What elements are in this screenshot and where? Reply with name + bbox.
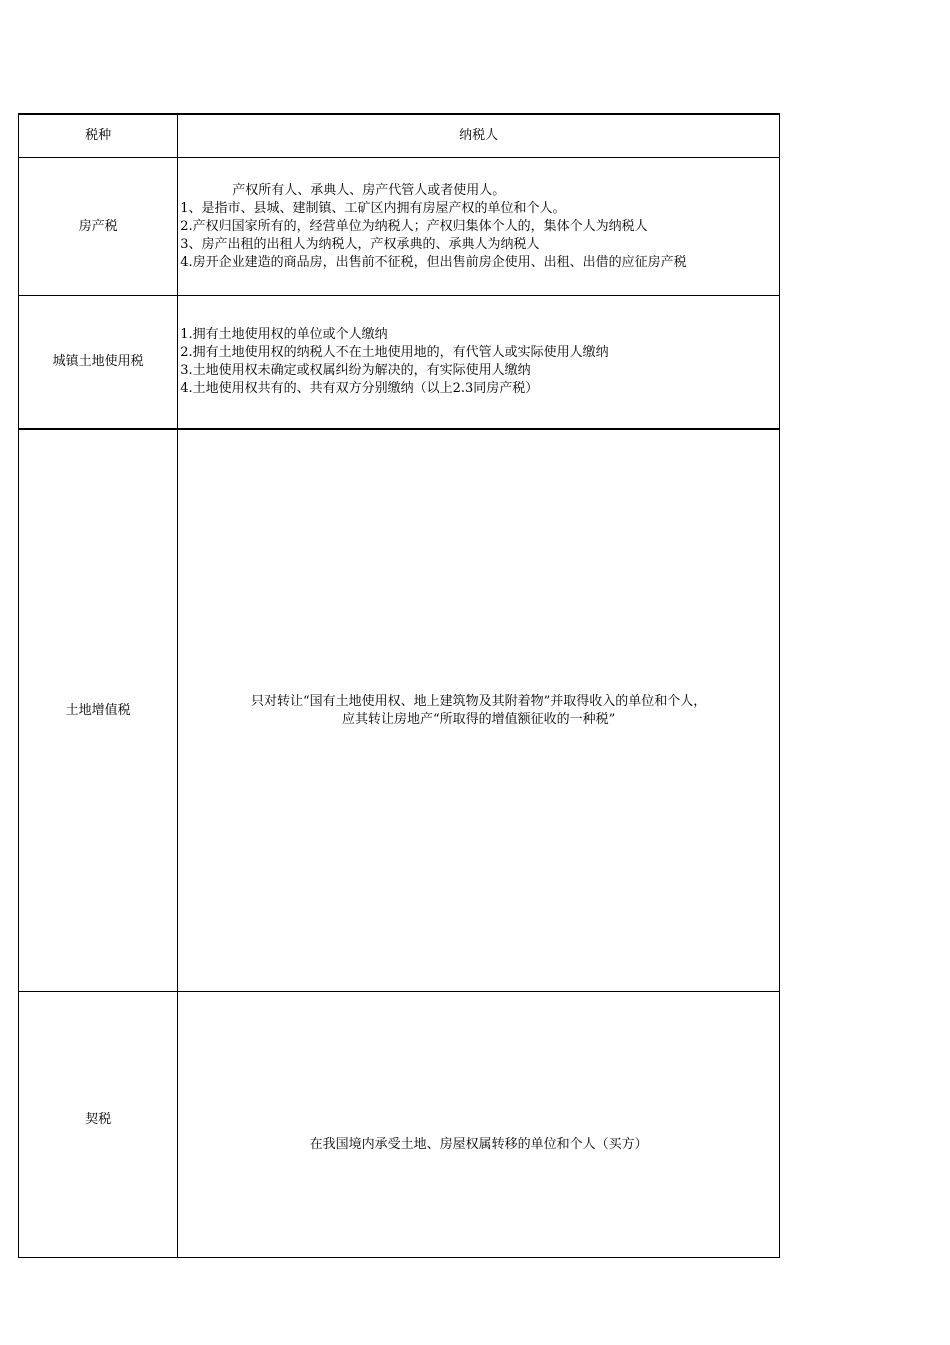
taxpayer-line: 2.产权归国家所有的，经营单位为纳税人；产权归集体个人的，集体个人为纳税人 bbox=[180, 218, 648, 234]
taxpayer-line: 1.拥有土地使用权的单位或个人缴纳 bbox=[180, 327, 388, 342]
taxpayer-line: 1、是指市、县城、建制镇、工矿区内拥有房屋产权的单位和个人。 bbox=[180, 200, 566, 216]
taxpayer-line: 产权所有人、承典人、房产代管人或者使用人。 bbox=[232, 182, 506, 198]
header-row bbox=[19, 114, 780, 158]
taxpayer-cell-qishui bbox=[178, 992, 780, 1258]
table-row bbox=[19, 158, 780, 296]
tax-name-qishui: 契税 bbox=[19, 992, 178, 1258]
taxpayer-line: 在我国境内承受土地、房屋权属转移的单位和个人（买方） bbox=[309, 1136, 648, 1152]
taxpayer-cell-fangchan bbox=[178, 158, 780, 296]
taxpayer-line: 3.土地使用权未确定或权属纠纷为解决的，有实际使用人缴纳 bbox=[180, 363, 531, 378]
taxpayer-cell-chengzhen bbox=[178, 296, 780, 430]
taxpayer-line: 3、房产出租的出租人为纳税人，产权承典的、承典人为纳税人 bbox=[180, 236, 540, 252]
tax-name-fangchan: 房产税 bbox=[19, 158, 178, 296]
tax-name-tudi: 土地增值税 bbox=[19, 429, 178, 992]
tax-table bbox=[18, 113, 780, 1258]
taxpayer-line: 2.拥有土地使用权的纳税人不在土地使用地的，有代管人或实际使用人缴纳 bbox=[180, 345, 609, 360]
taxpayer-line: 4.房开企业建造的商品房，出售前不征税，但出售前房企使用、出租、出借的应征房产税 bbox=[180, 254, 687, 270]
taxpayer-line: 4.土地使用权共有的、共有双方分别缴纳（以上2.3同房产税） bbox=[180, 381, 539, 396]
tax-name-chengzhen: 城镇土地使用税 bbox=[19, 296, 178, 430]
header-taxpayer: 纳税人 bbox=[178, 114, 780, 158]
taxpayer-line: 应其转让房地产“所取得的增值额征收的一种税” bbox=[341, 711, 616, 727]
header-tax-type: 税种 bbox=[19, 114, 178, 158]
table-row bbox=[19, 992, 780, 1258]
table-row bbox=[19, 429, 780, 992]
taxpayer-cell-tudi bbox=[178, 429, 780, 992]
table-row bbox=[19, 296, 780, 430]
taxpayer-line: 只对转让“国有土地使用权、地上建筑物及其附着物”并取得收入的单位和个人， bbox=[250, 693, 707, 709]
